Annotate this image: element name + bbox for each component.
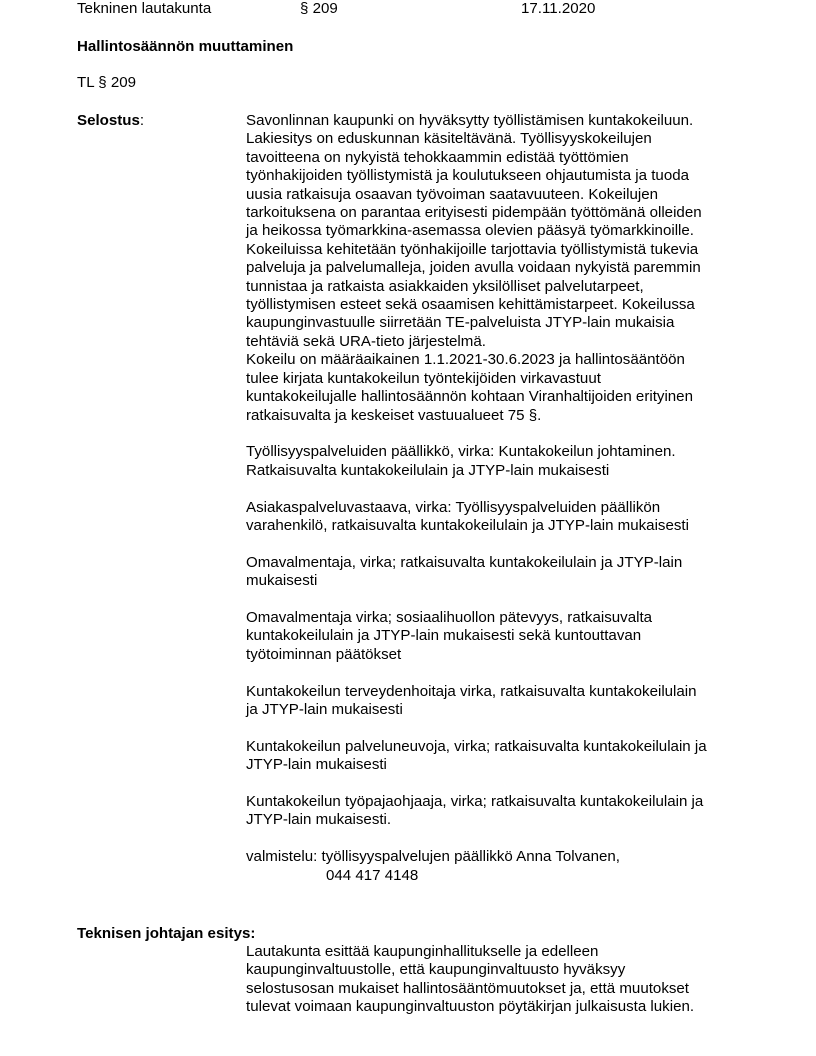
- preparation-row: [246, 848, 746, 866]
- position-line: Omavalmentaja virka; sosiaalihuollon pätevyys, ratkaisuvalta: [246, 608, 653, 626]
- esitys-label: Teknisen johtajan esitys:: [77, 925, 256, 942]
- selostus-body: [246, 112, 746, 885]
- reference-line: TL § 209: [77, 74, 137, 91]
- position-line: JTYP-lain mukaisesti.: [246, 811, 392, 829]
- esitys-line: tulevat voimaan kaupunginvaltuuston pöytäkirjan julkaisusta lukien.: [246, 998, 695, 1016]
- selostus-label: Selostus: [77, 112, 140, 129]
- esitys-line: selostusosan mukaiset hallintosääntömuutokset ja, että muutokset: [246, 979, 689, 997]
- position-line: Kuntakokeilun palveluneuvoja, virka; ratkaisuvalta kuntakokeilulain ja: [246, 737, 707, 755]
- position-line: Työllisyyspalveluiden päällikkö, virka: Kuntakokeilun johtaminen.: [246, 443, 676, 461]
- position-line: Ratkaisuvalta kuntakokeilulain ja JTYP-lain mukaisesti: [246, 461, 610, 479]
- position-paragraph: [246, 738, 746, 775]
- document-title: Hallintosäännön muuttaminen: [77, 38, 294, 55]
- position-line: Asiakaspalveluvastaava, virka: Työllisyyspalveluiden päällikön: [246, 498, 661, 516]
- position-paragraph: [246, 499, 746, 536]
- position-line: Omavalmentaja, virka; ratkaisuvalta kuntakokeilulain ja JTYP-lain: [246, 553, 683, 571]
- intro-line: työllistymisen esteet sekä osaamisen kehittämistarpeet. Kokeilussa: [246, 296, 695, 314]
- header-date: 17.11.2020: [521, 0, 596, 17]
- preparer-name: työllisyyspalvelujen päällikkö Anna Tolvanen,: [321, 848, 620, 866]
- preparation-label: valmistelu:: [246, 848, 318, 866]
- position-paragraph: [246, 554, 746, 591]
- position-paragraph: [246, 443, 746, 480]
- intro-line: tavoitteena on nykyistä tehokkaammin edistää työttömien: [246, 148, 629, 166]
- selostus-label-colon: :: [139, 112, 145, 129]
- intro-line: Savonlinnan kaupunki on hyväksytty työllistämisen kuntakokeiluun.: [246, 112, 694, 129]
- intro-line: ja heikossa työmarkkina-asemassa olevien pääsyä työmarkkinoille.: [246, 222, 694, 240]
- esitys-line: Lautakunta esittää kaupunginhallitukselle ja edelleen: [246, 943, 599, 960]
- position-line: varahenkilö, ratkaisuvalta kuntakokeilulain ja JTYP-lain mukaisesti: [246, 516, 689, 534]
- intro-line: kuntakokeilujalle hallintosäännön kohtaan Viranhaltijoiden erityinen: [246, 388, 693, 406]
- intro-line: Lakiesitys on eduskunnan käsiteltävänä. Työllisyyskokeilujen: [246, 130, 652, 148]
- position-paragraph: [246, 609, 746, 664]
- intro-line: tulee kirjata kuntakokeilun työntekijöiden virkavastuut: [246, 369, 601, 387]
- header-section: § 209: [300, 0, 338, 17]
- intro-line: palveluja ja palvelumalleja, joiden avulla voidaan nykyistä paremmin: [246, 259, 701, 277]
- position-line: Kuntakokeilun terveydenhoitaja virka, ratkaisuvalta kuntakokeilulain: [246, 682, 697, 700]
- intro-line: tunnistaa ja ratkaista asiakkaiden yksilölliset palvelutarpeet,: [246, 277, 644, 295]
- intro-line: uusia ratkaisuja osaavan työvoiman saatavuuteen. Kokeilujen: [246, 185, 658, 203]
- position-line: JTYP-lain mukaisesti: [246, 756, 387, 774]
- intro-line: ratkaisuvalta ja keskeiset vastuualueet 75 §.: [246, 406, 542, 424]
- header-committee: Tekninen lautakunta: [77, 0, 212, 17]
- intro-line: tehtäviä sekä URA-tieto järjestelmä.: [246, 332, 486, 350]
- preparation-block: [246, 848, 746, 885]
- intro-line: tarkoituksena on parantaa erityisesti pidempään työttömänä olleiden: [246, 204, 702, 222]
- intro-line: Kokeilu on määräaikainen 1.1.2021-30.6.2023 ja hallintosääntöön: [246, 351, 685, 369]
- position-line: kuntakokeilulain ja JTYP-lain mukaisesti sekä kuntouttavan: [246, 627, 642, 645]
- esitys-body: [246, 943, 746, 1017]
- position-paragraph: [246, 793, 746, 830]
- position-line: mukaisesti: [246, 572, 318, 590]
- position-line: työtoiminnan päätökset: [246, 645, 402, 663]
- intro-line: työnhakijoiden työllistymistä ja koulutukseen ohjautumista ja tuoda: [246, 167, 690, 185]
- selostus-heading: [77, 112, 144, 130]
- position-line: ja JTYP-lain mukaisesti: [246, 700, 403, 718]
- intro-line: Kokeiluissa kehitetään työnhakijoille tarjottavia työllistymistä tukevia: [246, 240, 699, 258]
- esitys-line: kaupunginvaltuustolle, että kaupunginvaltuusto hyväksyy: [246, 961, 626, 979]
- selostus-intro: [246, 112, 746, 425]
- position-paragraph: [246, 683, 746, 720]
- preparer-phone: 044 417 4148: [326, 866, 419, 884]
- position-line: Kuntakokeilun työpajaohjaaja, virka; ratkaisuvalta kuntakokeilulain ja: [246, 792, 704, 810]
- intro-line: kaupunginvastuulle siirretään TE-palveluista JTYP-lain mukaisia: [246, 314, 675, 332]
